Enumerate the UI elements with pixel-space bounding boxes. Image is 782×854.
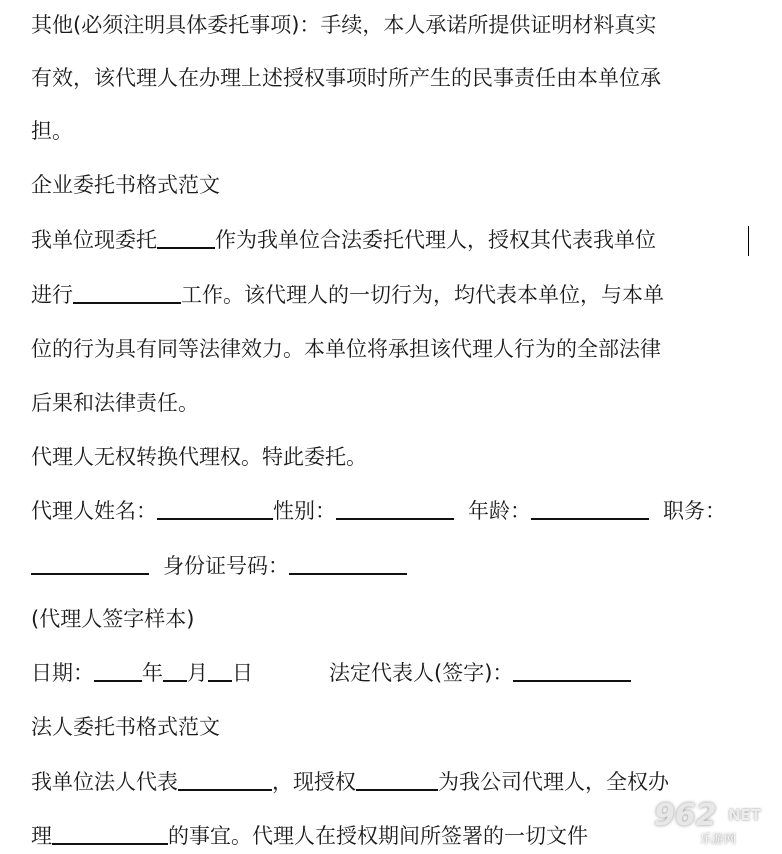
paragraph-line <box>31 281 664 309</box>
watermark-number: 962 <box>654 798 717 833</box>
legal-rep-signature-label: 法定代表人(签字)： <box>329 661 514 685</box>
id-number-blank[interactable] <box>289 553 407 575</box>
watermark-logo <box>650 798 776 852</box>
paragraph-line <box>31 822 588 850</box>
text-segment: 我单位现委托 <box>31 228 157 252</box>
day-blank[interactable] <box>208 660 232 682</box>
text-segment: 工作。该代理人的一切行为，均代表本单位，与本单 <box>181 283 664 307</box>
fill-in-blank[interactable] <box>52 823 168 845</box>
paragraph-line: 有效，该代理人在办理上述授权事项时所产生的民事责任由本单位承 <box>31 66 661 90</box>
paragraph-line: 代理人无权转换代理权。特此委托。 <box>31 445 367 469</box>
signature-sample-label: (代理人签字样本) <box>31 607 195 631</box>
position-label: 职务： <box>663 499 726 523</box>
section-heading-enterprise: 企业委托书格式范文 <box>31 173 220 197</box>
age-blank[interactable] <box>531 498 649 520</box>
paragraph-line: 其他(必须注明具体委托事项)：手续，本人承诺所提供证明材料真实 <box>31 13 657 37</box>
gender-blank[interactable] <box>336 498 454 520</box>
month-blank[interactable] <box>163 660 187 682</box>
date-label: 日期： <box>31 661 94 685</box>
day-label: 日 <box>232 661 253 685</box>
year-label: 年 <box>142 661 163 685</box>
date-line <box>31 659 631 687</box>
legal-rep-signature-blank[interactable] <box>513 660 631 682</box>
fill-in-blank[interactable] <box>73 282 181 304</box>
section-heading-legal-person: 法人委托书格式范文 <box>31 715 220 739</box>
watermark-subtitle: 乐游网 <box>700 832 737 846</box>
gender-label: 性别： <box>273 499 336 523</box>
name-label: 代理人姓名： <box>31 499 157 523</box>
paragraph-line: 担。 <box>31 119 73 143</box>
paragraph-line <box>31 768 669 796</box>
position-blank[interactable] <box>31 553 149 575</box>
text-segment: 的事宜。代理人在授权期间所签署的一切文件 <box>168 824 588 848</box>
fill-in-blank[interactable] <box>157 227 215 249</box>
name-blank[interactable] <box>157 498 273 520</box>
age-label: 年龄： <box>468 499 531 523</box>
watermark-net: NET <box>728 806 762 824</box>
paragraph-line <box>31 226 656 254</box>
paragraph-line: 后果和法律责任。 <box>31 391 199 415</box>
paragraph-line: 位的行为具有同等法律效力。本单位将承担该代理人行为的全部法律 <box>31 337 661 361</box>
text-segment: 作为我单位合法委托代理人，授权其代表我单位 <box>215 228 656 252</box>
year-blank[interactable] <box>94 660 142 682</box>
text-segment: 进行 <box>31 283 73 307</box>
text-segment: 我单位法人代表 <box>31 770 178 794</box>
fill-in-blank[interactable] <box>356 769 438 791</box>
text-cursor <box>748 226 749 256</box>
text-segment: 为我公司代理人，全权办 <box>438 770 669 794</box>
month-label: 月 <box>187 661 208 685</box>
agent-info-line <box>31 497 726 525</box>
text-segment: ，现授权 <box>272 770 356 794</box>
id-number-label: 身份证号码： <box>163 554 289 578</box>
text-segment: 理 <box>31 824 52 848</box>
id-number-line <box>31 552 407 580</box>
fill-in-blank[interactable] <box>178 769 272 791</box>
